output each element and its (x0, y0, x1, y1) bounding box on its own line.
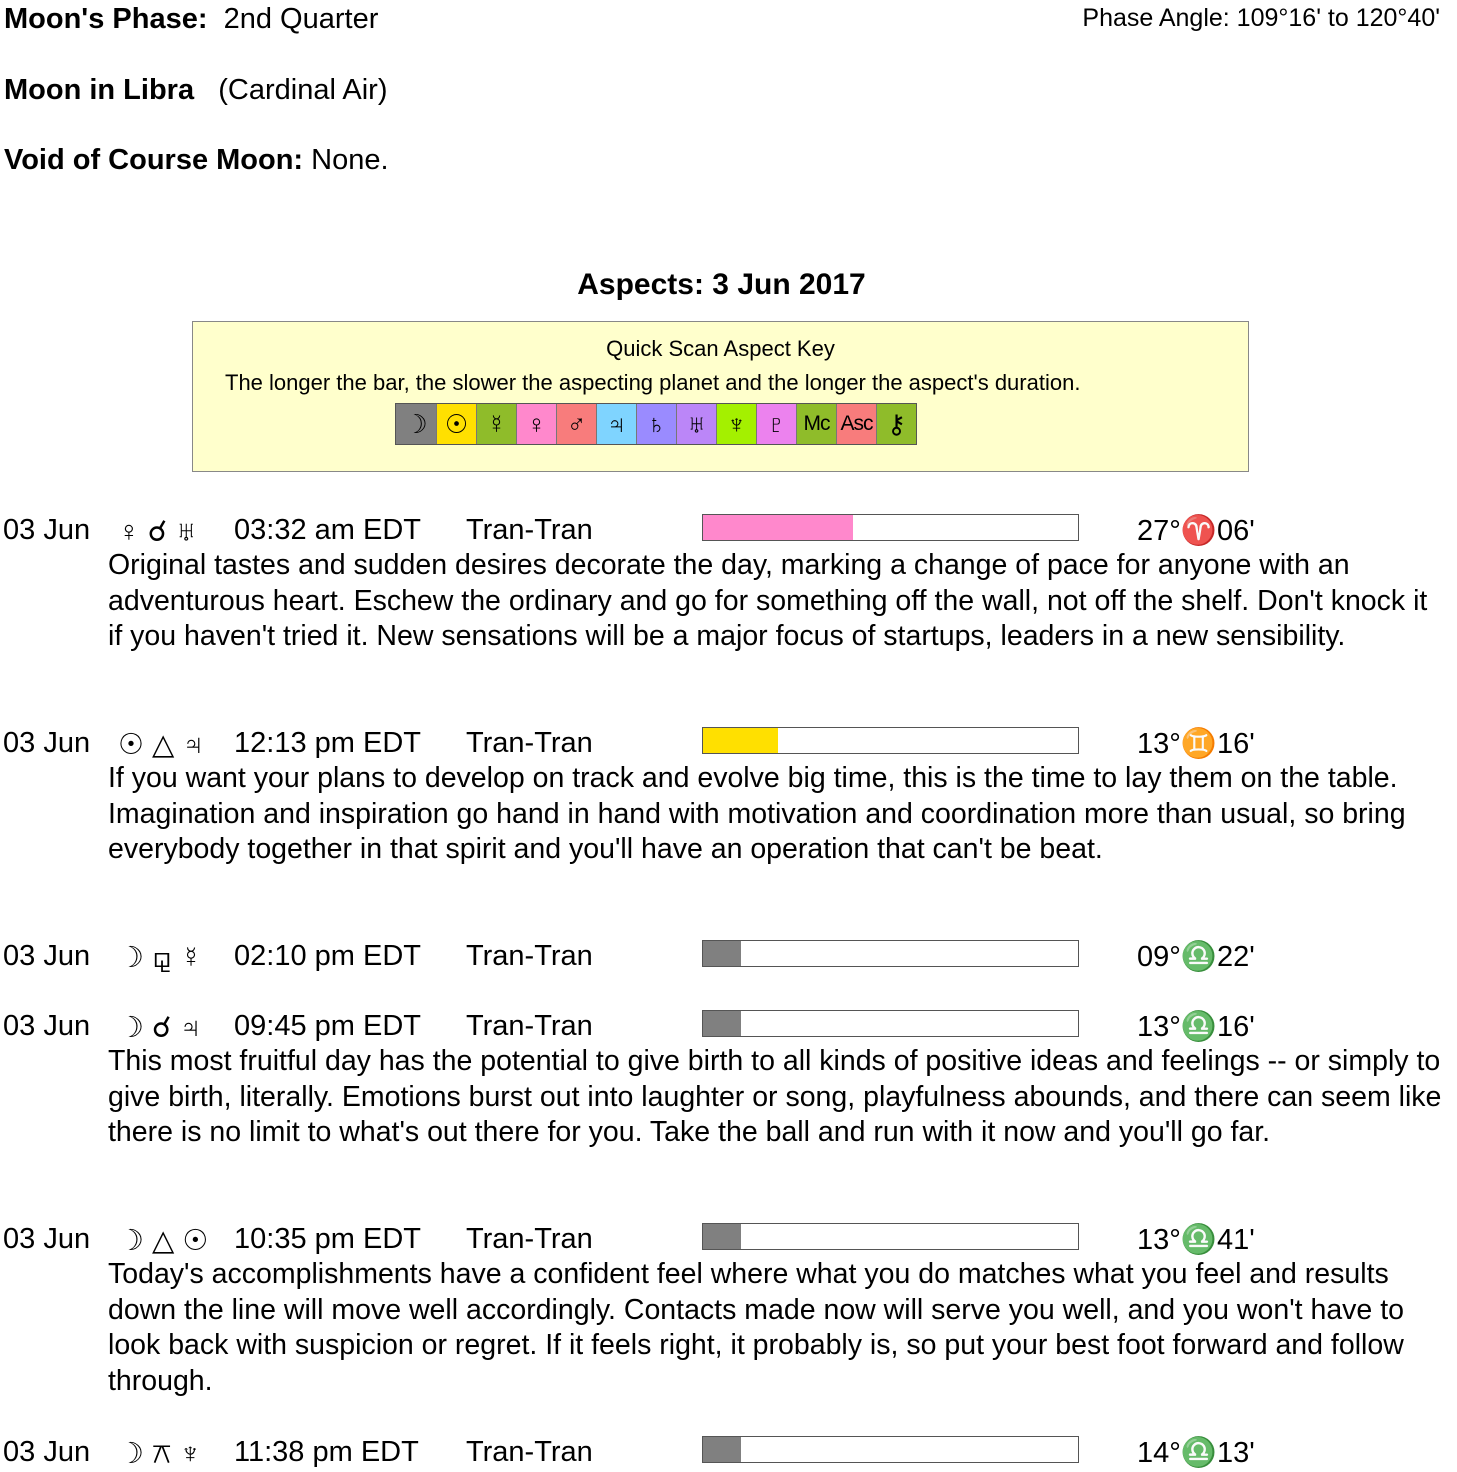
key-cell-moon-icon: ☽ (396, 404, 436, 444)
aspect-entry (0, 1221, 1457, 1399)
moon-sign-label: Moon in Libra (4, 74, 195, 106)
aspects-title: Aspects: 3 Jun 2017 (577, 268, 866, 301)
duration-bar-fill (703, 1437, 741, 1462)
void-label: Void of Course Moon: (4, 144, 304, 176)
aspect-date: 03 Jun (3, 1010, 91, 1042)
aspect-position: 13°♎16' (1137, 1011, 1255, 1043)
key-cell-ascendant-icon: Asc (836, 404, 876, 444)
aspect-date: 03 Jun (3, 727, 91, 759)
aspect-glyphs: ☽ ⚻ ♆ (118, 1438, 202, 1470)
duration-bar (702, 514, 1079, 541)
duration-bar-fill (703, 1224, 741, 1249)
aspect-description: This most fruitful day has the potential to give birth to all kinds of positive ideas and feelings -- or simply to give birth, literally. Emotions burst out into laughter or song, playfulness abounds, and there can seem like there is no limit to what's out there for you. Take the ball and run with it now and you'll go far. (108, 1045, 1442, 1148)
aspect-position: 27°♈06' (1137, 515, 1255, 547)
aspect-date: 03 Jun (3, 1436, 91, 1468)
moon-phase-value: 2nd Quarter (223, 3, 379, 35)
aspect-date: 03 Jun (3, 940, 91, 972)
key-cell-pluto-icon: ♇ (756, 404, 796, 444)
aspect-time: 02:10 pm EDT (234, 940, 421, 972)
duration-bar-fill (703, 1011, 741, 1036)
duration-bar-fill (703, 728, 778, 753)
aspect-glyphs: ☽ ⚼ ☿ (118, 942, 202, 974)
aspect-type: Tran-Tran (466, 1436, 593, 1468)
aspect-header-line (0, 1434, 1457, 1470)
aspect-entry (0, 1008, 1457, 1151)
aspect-type: Tran-Tran (466, 1223, 593, 1255)
moon-sign-value: (Cardinal Air) (218, 74, 388, 106)
aspect-description: Today's accomplishments have a confident feel where what you do matches what you feel and results down the line will move well accordingly. Contacts made now will serve you well, and you won't have to look back with suspicion or regret. If it feels right, it probably is, so put your best foot forward and follow through. (108, 1258, 1404, 1397)
moon-phase-label: Moon's Phase: (4, 3, 208, 35)
aspect-entry (0, 938, 1457, 974)
duration-bar-fill (703, 941, 741, 966)
aspect-time: 12:13 pm EDT (234, 727, 421, 759)
aspect-type: Tran-Tran (466, 1010, 593, 1042)
key-cell-jupiter-icon: ♃ (596, 404, 636, 444)
aspect-header-line (0, 1221, 1457, 1257)
aspect-glyphs: ☽ △ ☉ (118, 1225, 209, 1257)
aspect-key-title: Quick Scan Aspect Key (606, 336, 835, 361)
aspect-position: 14°♎13' (1137, 1437, 1255, 1469)
aspect-header-line (0, 938, 1457, 974)
aspect-date: 03 Jun (3, 514, 91, 546)
aspect-key-legend (395, 403, 917, 445)
aspect-type: Tran-Tran (466, 940, 593, 972)
aspect-description: If you want your plans to develop on track and evolve big time, this is the time to lay them on the table. Imagination and inspiration go hand in hand with motivation and coordination more than usual, so bring everybody together in that spirit and you'll have an operation that can't be beat. (108, 762, 1406, 865)
aspect-time: 11:38 pm EDT (234, 1436, 419, 1468)
key-cell-midheaven-icon: Mc (796, 404, 836, 444)
aspect-type: Tran-Tran (466, 514, 593, 546)
aspect-position: 13°♎41' (1137, 1224, 1255, 1256)
aspect-key-box (192, 321, 1249, 472)
duration-bar (702, 1010, 1079, 1037)
key-cell-mercury-icon: ☿ (476, 404, 516, 444)
phase-angle: Phase Angle: 109°16' to 120°40' (1082, 4, 1440, 32)
key-cell-neptune-icon: ♆ (716, 404, 756, 444)
aspect-time: 03:32 am EDT (234, 514, 421, 546)
aspect-time: 10:35 pm EDT (234, 1223, 421, 1255)
aspect-header-line (0, 725, 1457, 761)
duration-bar (702, 940, 1079, 967)
aspect-time: 09:45 pm EDT (234, 1010, 421, 1042)
key-cell-saturn-icon: ♄ (636, 404, 676, 444)
aspect-entry (0, 725, 1457, 868)
duration-bar (702, 1436, 1079, 1463)
aspect-glyphs: ☉ △ ♃ (118, 729, 205, 761)
duration-bar (702, 727, 1079, 754)
key-cell-venus-icon: ♀ (516, 404, 556, 444)
key-cell-uranus-icon: ♅ (676, 404, 716, 444)
aspect-entry (0, 1434, 1457, 1470)
aspect-glyphs: ☽ ☌ ♃ (118, 1012, 202, 1044)
aspect-header-line (0, 1008, 1457, 1044)
key-cell-sun-icon: ☉ (436, 404, 476, 444)
void-of-course (4, 144, 389, 177)
key-cell-mars-icon: ♂ (556, 404, 596, 444)
moon-sign (4, 74, 387, 107)
aspect-date: 03 Jun (3, 1223, 91, 1255)
duration-bar-fill (703, 515, 853, 540)
void-value: None. (311, 144, 389, 176)
aspect-type: Tran-Tran (466, 727, 593, 759)
duration-bar (702, 1223, 1079, 1250)
aspect-position: 13°♊16' (1137, 728, 1255, 760)
moon-phase (4, 3, 378, 36)
aspect-glyphs: ♀ ☌ ♅ (118, 516, 198, 548)
aspect-description: Original tastes and sudden desires decorate the day, marking a change of pace for anyone with an adventurous heart. Eschew the ordinary and go for something off the wall, not off the shelf. Don't knock it if you haven't tried it. New sensations will be a major focus of startups, leaders in a new sensibility. (108, 549, 1428, 652)
key-cell-chiron-icon: ⚷ (876, 404, 916, 444)
aspect-position: 09°♎22' (1137, 941, 1255, 973)
aspect-entry (0, 512, 1457, 655)
aspect-header-line (0, 512, 1457, 548)
aspect-key-description: The longer the bar, the slower the aspecting planet and the longer the aspect's duration. (225, 370, 1081, 395)
